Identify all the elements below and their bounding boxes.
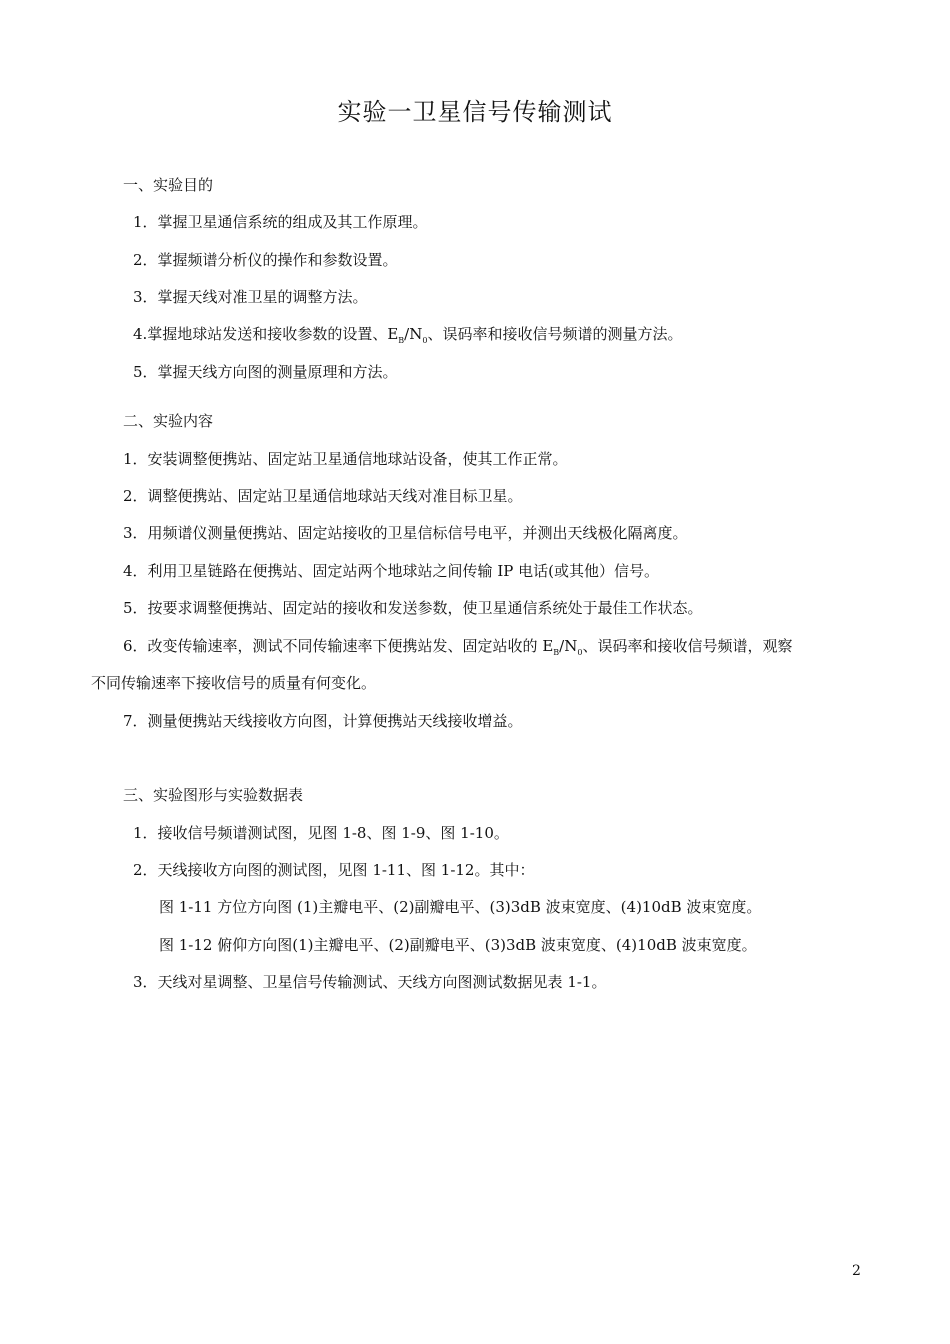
list-subitem: 图 1-11 方位方向图 (1)主瓣电平、(2)副瓣电平、(3)3dB 波束宽度、(4)10dB 波束宽度。 [159,898,762,916]
list-item: 3．用频谱仪测量便携站、固定站接收的卫星信标信号电平，并测出天线极化隔离度。 [123,524,688,542]
section-heading: 一、实验目的 [123,176,214,194]
section-heading: 二、实验内容 [123,412,214,430]
list-subitem: 图 1-12 俯仰方向图(1)主瓣电平、(2)副瓣电平、(3)3dB 波束宽度、(4)10dB 波束宽度。 [159,936,757,954]
list-item: 2．调整便携站、固定站卫星通信地球站天线对准目标卫星。 [123,487,523,505]
page-title: 实验一卫星信号传输测试 [337,98,613,126]
list-item: 4.掌握地球站发送和接收参数的设置、$E_B/N_0$、误码率和接收信号频谱的测量方法。 [133,325,683,345]
section-heading: 三、实验图形与实验数据表 [123,786,304,804]
list-item: 2．掌握频谱分析仪的操作和参数设置。 [133,251,398,269]
list-item: 3．天线对星调整、卫星信号传输测试、天线方向图测试数据见表 1-1。 [133,973,607,991]
list-item: 2．天线接收方向图的测试图，见图 1-11、图 1-12。其中： [133,861,535,879]
list-item: 1．接收信号频谱测试图，见图 1-8、图 1-9、图 1-10。 [133,824,509,842]
list-item: 4．利用卫星链路在便携站、固定站两个地球站之间传输 IP 电话(或其他）信号。 [123,562,659,580]
list-item: 5．按要求调整便携站、固定站的接收和发送参数，使卫星通信系统处于最佳工作状态。 [123,599,703,617]
list-item: 3．掌握天线对准卫星的调整方法。 [133,288,368,306]
list-item-continuation: 不同传输速率下接收信号的质量有何变化。 [91,674,377,692]
page-number: 2 [852,1263,861,1279]
list-item: 5．掌握天线方向图的测量原理和方法。 [133,363,398,381]
list-item: 6．改变传输速率，测试不同传输速率下便携站发、固定站收的 $E_B/N_0$、误码率和接收信号频谱，观察 [123,637,793,657]
list-item: 1．安装调整便携站、固定站卫星通信地球站设备，使其工作正常。 [123,450,568,468]
list-item: 7．测量便携站天线接收方向图，计算便携站天线接收增益。 [123,712,523,730]
list-item: 1．掌握卫星通信系统的组成及其工作原理。 [133,213,428,231]
